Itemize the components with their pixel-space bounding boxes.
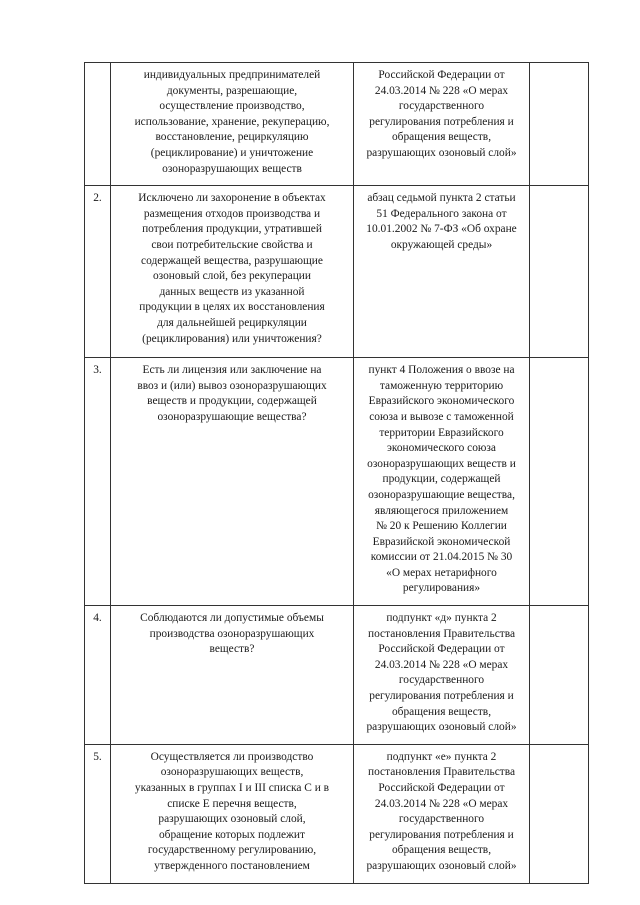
question-cell: Соблюдаются ли допустимые объемы производства озоноразрушающих веществ? [111,606,354,745]
row-number: 2. [85,186,111,358]
table-row [85,606,589,745]
table-row [85,186,589,358]
table-row [85,358,589,606]
question-cell: Осуществляется ли производство озоноразрушающих веществ, указанных в группах I и III списка С и в списке Е перечня веществ, разрушающих озоновый слой, обращение которых подлежит государственному регулированию, утвержденного постановлением [111,744,354,883]
checklist-table [84,62,589,884]
answer-cell [530,63,589,186]
question-cell: Исключено ли захоронение в объектах размещения отходов производства и потребления продукции, утратившей свои потребительские свойства и содержащей вещества, разрушающие озоновый слой, без рекуперации данных веществ из указанной продукции в целях их восстановления для дальнейшей рециркуляции (рециклирования) или уничтожения? [111,186,354,358]
question-cell: Есть ли лицензия или заключение на ввоз и (или) вывоз озоноразрушающих веществ и продукции, содержащей озоноразрушающие вещества? [111,358,354,606]
answer-cell [530,186,589,358]
answer-cell [530,606,589,745]
answer-cell [530,358,589,606]
table-row [85,744,589,883]
legal-reference-cell: пункт 4 Положения о ввозе на таможенную территорию Евразийского экономического союза и вывозе с таможенной территории Евразийского экономического союза озоноразрушающих веществ и продукции, содержащей озоноразрушающие вещества, являющегося приложением № 20 к Решению Коллегии Евразийской экономической комиссии от 21.04.2015 № 30 «О мерах нетарифного регулирования» [354,358,530,606]
legal-reference-cell: подпункт «д» пункта 2 постановления Правительства Российской Федерации от 24.03.2014 № 228 «О мерах государственного регулирования потребления и обращения веществ, разрушающих озоновый слой» [354,606,530,745]
legal-reference-cell: Российской Федерации от 24.03.2014 № 228 «О мерах государственного регулирования потребления и обращения веществ, разрушающих озоновый слой» [354,63,530,186]
row-number: 3. [85,358,111,606]
legal-reference-cell: абзац седьмой пункта 2 статьи 51 Федерального закона от 10.01.2002 № 7-ФЗ «Об охране окружающей среды» [354,186,530,358]
row-number: 4. [85,606,111,745]
row-number [85,63,111,186]
row-number: 5. [85,744,111,883]
table-row [85,63,589,186]
answer-cell [530,744,589,883]
legal-reference-cell: подпункт «е» пункта 2 постановления Правительства Российской Федерации от 24.03.2014 № 228 «О мерах государственного регулирования потребления и обращения веществ, разрушающих озоновый слой» [354,744,530,883]
question-cell: индивидуальных предпринимателей документы, разрешающие, осуществление производство, использование, хранение, рекуперацию, восстановление, рециркуляцию (рециклирование) и уничтожение озоноразрушающих веществ [111,63,354,186]
